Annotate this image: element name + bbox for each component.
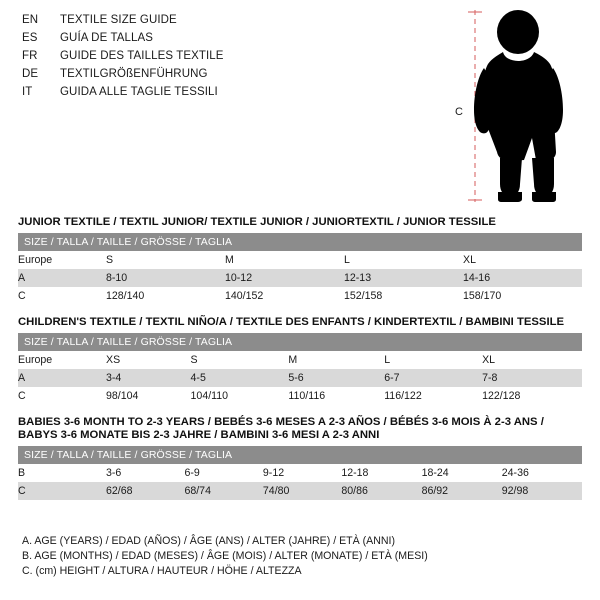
cell-europe-m: M — [288, 354, 298, 366]
row-label-europe: Europe — [18, 254, 53, 266]
language-header — [22, 14, 442, 104]
cell-c-xs: 98/104 — [106, 390, 139, 402]
section-junior — [18, 216, 582, 305]
cell-c-l: 116/122 — [384, 390, 422, 402]
cell-c-m: 110/116 — [288, 390, 326, 402]
legend-notes — [22, 534, 542, 579]
section-babies — [18, 416, 582, 500]
cell-a-s: 8-10 — [106, 272, 128, 284]
language-title-it: GUIDA ALLE TAGLIE TESSILI — [60, 86, 218, 98]
table-header-row — [18, 446, 582, 464]
cell-c-s: 104/110 — [190, 390, 229, 402]
cell-a-xl: 7-8 — [482, 372, 498, 384]
babies-header-label: SIZE / TALLA / TAILLE / GRÖSSE / TAGLIA — [24, 449, 233, 461]
cell-a-xl: 14-16 — [463, 272, 491, 284]
junior-header-label: SIZE / TALLA / TAILLE / GRÖSSE / TAGLIA — [24, 236, 233, 248]
legend-note-c: C. (cm) HEIGHT / ALTURA / HAUTEUR / HÖHE / ALTEZZA — [22, 565, 302, 577]
language-title-es: GUÍA DE TALLAS — [60, 32, 154, 44]
height-measure-label: C — [455, 106, 463, 118]
section-children — [18, 316, 582, 405]
cell-c-24-36: 92/98 — [501, 485, 529, 497]
section-children-title: CHILDREN'S TEXTILE / TEXTIL NIÑO/A / TEXTILE DES ENFANTS / KINDERTEXTIL / BAMBINI TESSILE — [18, 316, 565, 328]
language-row-en — [22, 14, 442, 32]
cell-europe-s: S — [190, 354, 198, 366]
row-label-a: A — [18, 272, 26, 284]
table-header-row — [18, 333, 582, 351]
junior-size-table — [18, 233, 582, 305]
table-row — [18, 482, 582, 500]
cell-b-18-24: 18-24 — [421, 467, 449, 479]
language-row-fr — [22, 50, 442, 68]
language-code-de: DE — [22, 68, 39, 80]
cell-europe-l: L — [384, 354, 391, 366]
cell-europe-xl: XL — [482, 354, 496, 366]
children-size-table — [18, 333, 582, 405]
section-babies-title: BABIES 3-6 MONTH TO 2-3 YEARS / BEBÉS 3-6 MESES A 2-3 AÑOS / BÉBÉS 3-6 MOIS À 2-3 ANS / BABYS 3-6 MONATE BIS 2-3 JAHRE / BAMBINI 3-6 MESI A 2-3 ANNI — [18, 416, 544, 441]
table-row — [18, 464, 582, 482]
babies-size-table — [18, 446, 582, 500]
language-title-de: TEXTILGRÖßENFÜHRUNG — [60, 68, 208, 80]
language-row-it — [22, 86, 442, 104]
cell-b-6-9: 6-9 — [184, 467, 200, 479]
row-label-c: C — [18, 390, 26, 402]
cell-c-18-24: 86/92 — [421, 485, 449, 497]
language-row-de — [22, 68, 442, 86]
legend-note-a: A. AGE (YEARS) / EDAD (AÑOS) / ÂGE (ANS) / ALTER (JAHRE) / ETÀ (ANNI) — [22, 535, 395, 547]
row-label-b: B — [18, 467, 26, 479]
cell-c-3-6: 62/68 — [106, 485, 133, 497]
row-label-c: C — [18, 290, 26, 302]
cell-c-s: 128/140 — [106, 290, 145, 302]
row-label-c: C — [18, 485, 26, 497]
children-header-label: SIZE / TALLA / TAILLE / GRÖSSE / TAGLIA — [24, 336, 233, 348]
row-label-a: A — [18, 372, 26, 384]
table-row — [18, 269, 582, 287]
cell-c-xl: 122/128 — [482, 390, 521, 402]
legend-note-b: B. AGE (MONTHS) / EDAD (MESES) / ÂGE (MOIS) / ALTER (MONATE) / ETÀ (MESI) — [22, 550, 428, 562]
cell-c-l: 152/158 — [344, 290, 383, 302]
language-code-en: EN — [22, 14, 39, 26]
table-row — [18, 287, 582, 305]
language-title-en: TEXTILE SIZE GUIDE — [60, 14, 177, 26]
row-label-europe: Europe — [18, 354, 53, 366]
cell-c-xl: 158/170 — [463, 290, 502, 302]
cell-b-24-36: 24-36 — [501, 467, 529, 479]
table-header-row — [18, 233, 582, 251]
cell-b-9-12: 9-12 — [262, 467, 285, 479]
language-code-fr: FR — [22, 50, 38, 62]
table-row — [18, 351, 582, 369]
cell-c-12-18: 80/86 — [341, 485, 368, 497]
section-junior-title: JUNIOR TEXTILE / TEXTIL JUNIOR/ TEXTILE JUNIOR / JUNIORTEXTIL / JUNIOR TESSILE — [18, 216, 496, 228]
cell-c-6-9: 68/74 — [184, 485, 211, 497]
cell-a-m: 5-6 — [288, 372, 304, 384]
cell-europe-l: L — [344, 254, 350, 266]
language-code-es: ES — [22, 32, 38, 44]
language-row-es — [22, 32, 442, 50]
cell-c-m: 140/152 — [225, 290, 264, 302]
cell-b-12-18: 12-18 — [341, 467, 369, 479]
child-body-silhouette — [474, 10, 563, 202]
cell-europe-xl: XL — [463, 254, 476, 266]
language-title-fr: GUIDE DES TAILLES TEXTILE — [60, 50, 224, 62]
cell-europe-xs: XS — [106, 354, 121, 366]
cell-a-s: 4-5 — [190, 372, 206, 384]
cell-a-l: 6-7 — [384, 372, 400, 384]
table-row — [18, 369, 582, 387]
cell-a-m: 10-12 — [225, 272, 253, 284]
table-row — [18, 387, 582, 405]
cell-a-xs: 3-4 — [106, 372, 122, 384]
table-row — [18, 251, 582, 269]
cell-b-3-6: 3-6 — [106, 467, 122, 479]
cell-europe-m: M — [225, 254, 234, 266]
cell-c-9-12: 74/80 — [262, 485, 290, 497]
language-code-it: IT — [22, 86, 33, 98]
cell-a-l: 12-13 — [344, 272, 372, 284]
cell-europe-s: S — [106, 254, 114, 266]
